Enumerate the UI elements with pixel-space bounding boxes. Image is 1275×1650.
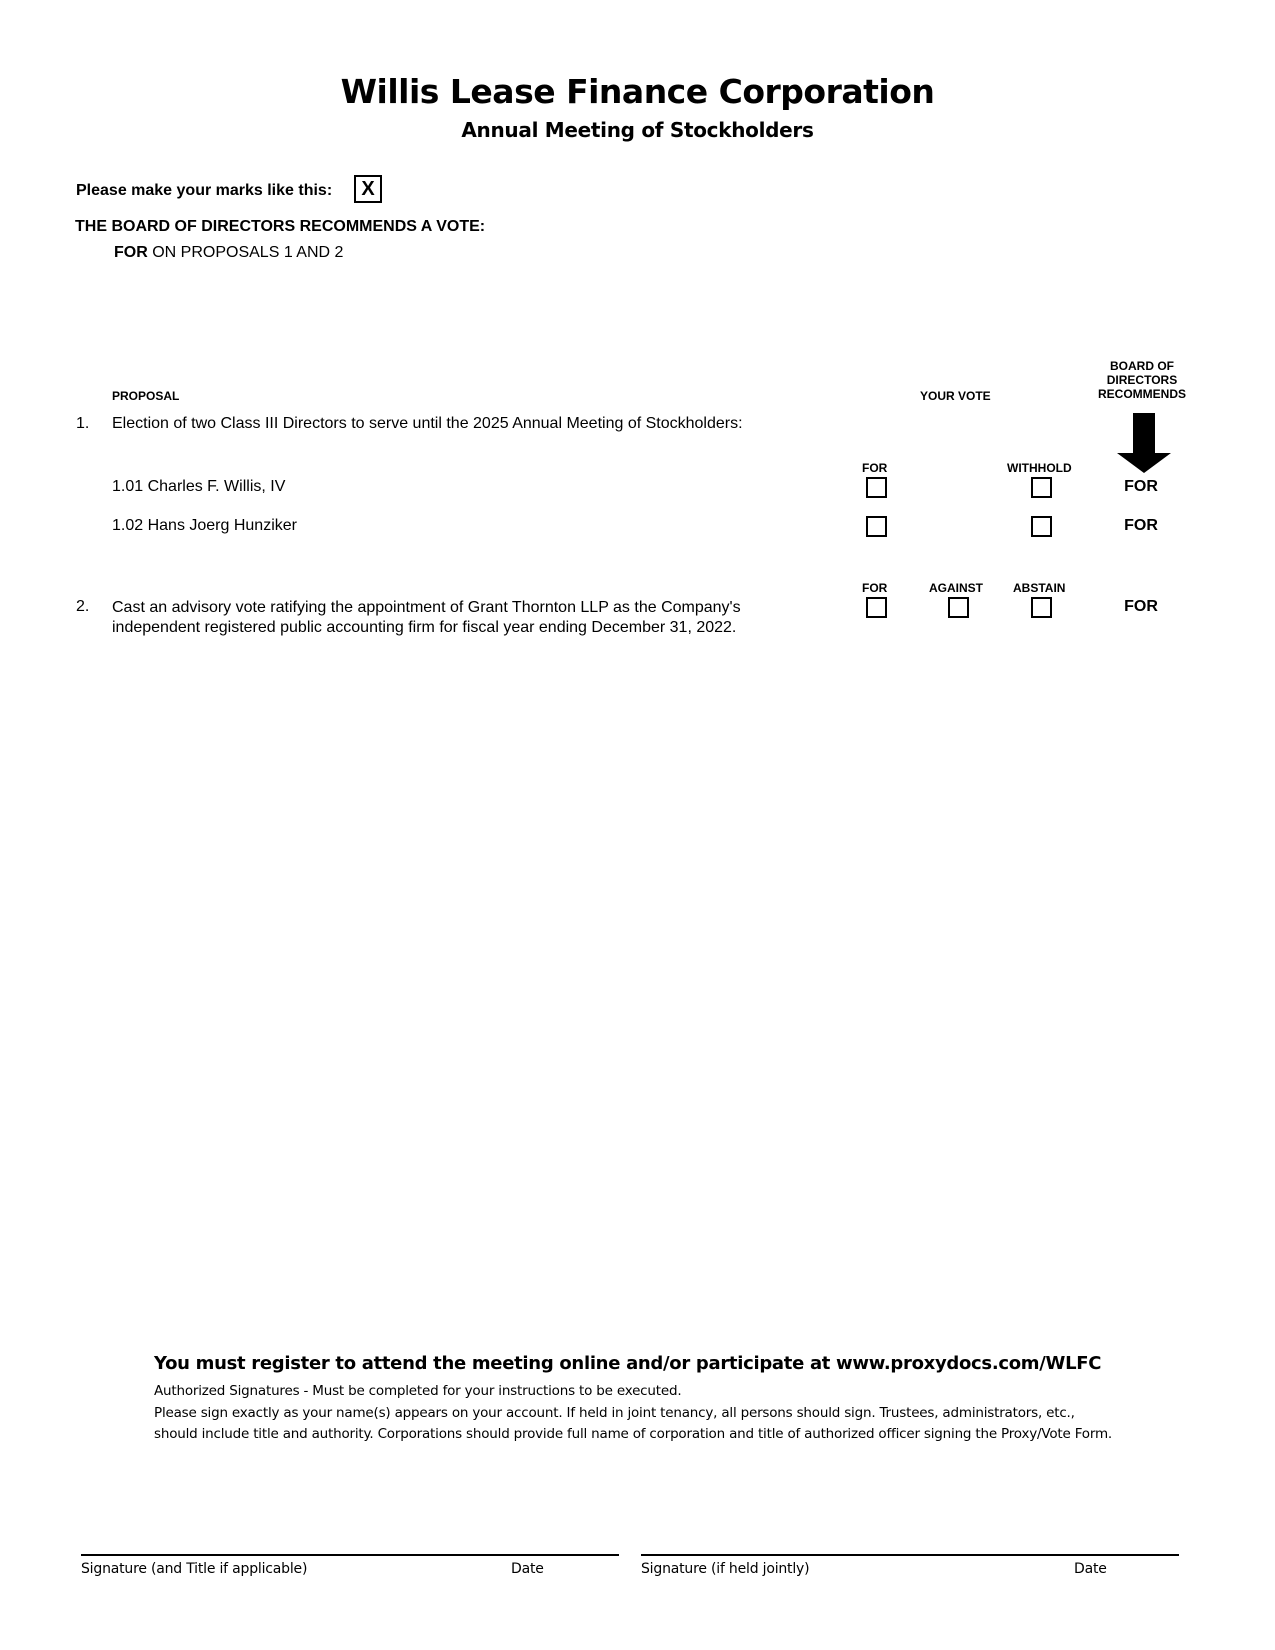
proposal1-for-label: FOR (862, 461, 888, 475)
board-header-line1: BOARD OF (1110, 359, 1174, 373)
document-title: Willis Lease Finance Corporation (340, 72, 935, 111)
signature-line-2[interactable] (641, 1554, 1179, 1556)
proposal2-number: 2. (76, 598, 90, 615)
column-header-your-vote: YOUR VOTE (920, 389, 991, 403)
down-arrow-icon (1117, 413, 1171, 473)
proposal2-against-checkbox[interactable] (948, 597, 969, 618)
nominee-1-01-for-checkbox[interactable] (866, 477, 887, 498)
mark-sample-box: X (354, 175, 382, 203)
document-subtitle: Annual Meeting of Stockholders (461, 118, 814, 142)
proposal1-text: Election of two Class III Directors to serve until the 2025 Annual Meeting of Stockholders: (112, 415, 743, 432)
proposal1-number: 1. (76, 415, 90, 432)
board-header-line3: RECOMMENDS (1097, 387, 1186, 401)
signing-instructions: Please sign exactly as your name(s) appears on your account. If held in joint tenancy, all persons should sign. Trustees, administrators, etc., should include title and authority. Corporations should provide full name of corporation and title of authorized officer signing the Proxy/Vote Form. (154, 1405, 1113, 1442)
nominee-1-02-withhold-checkbox[interactable] (1031, 516, 1052, 537)
proposal1-withhold-label: WITHHOLD (1007, 461, 1072, 475)
nominee-1-02-for-checkbox[interactable] (866, 516, 887, 537)
for-bold: FOR (114, 244, 148, 261)
authorized-signatures-note: Authorized Signatures - Must be completed for your instructions to be executed. (154, 1383, 682, 1399)
nominee-1-01: 1.01 Charles F. Willis, IV (112, 478, 286, 495)
board-recommendation-summary (114, 244, 343, 262)
marks-instruction: Please make your marks like this: (76, 182, 333, 199)
for-rest: ON PROPOSALS 1 AND 2 (147, 244, 344, 261)
proposal2-recommendation: FOR (1124, 598, 1158, 615)
register-notice: You must register to attend the meeting online and/or participate at www.proxydocs.com/WLFC (154, 1353, 1102, 1374)
proposal2-text: Cast an advisory vote ratifying the appointment of Grant Thornton LLP as the Company's independent registered public accounting firm for fiscal year ending December 31, 2022. (112, 599, 741, 636)
nominee-1-02: 1.02 Hans Joerg Hunziker (112, 517, 297, 534)
signature-1-label: Signature (and Title if applicable) (81, 1561, 308, 1577)
signature-2-label: Signature (if held jointly) (641, 1561, 810, 1577)
column-header-proposal: PROPOSAL (112, 389, 180, 403)
proposal2-against-label: AGAINST (929, 581, 983, 595)
proposal2-for-label: FOR (862, 581, 888, 595)
proposal2-abstain-checkbox[interactable] (1031, 597, 1052, 618)
date-2-label: Date (1074, 1561, 1107, 1577)
board-header-line2: DIRECTORS (1106, 373, 1178, 387)
proposal2-for-checkbox[interactable] (866, 597, 887, 618)
column-header-board-recommends (1090, 359, 1194, 401)
signature-line-1[interactable] (81, 1554, 619, 1556)
nominee-1-02-recommendation: FOR (1124, 517, 1158, 534)
proposal2-abstain-label: ABSTAIN (1013, 581, 1066, 595)
date-1-label: Date (511, 1561, 544, 1577)
nominee-1-01-recommendation: FOR (1124, 478, 1158, 495)
board-recommendation-heading: THE BOARD OF DIRECTORS RECOMMENDS A VOTE: (75, 218, 486, 235)
nominee-1-01-withhold-checkbox[interactable] (1031, 477, 1052, 498)
